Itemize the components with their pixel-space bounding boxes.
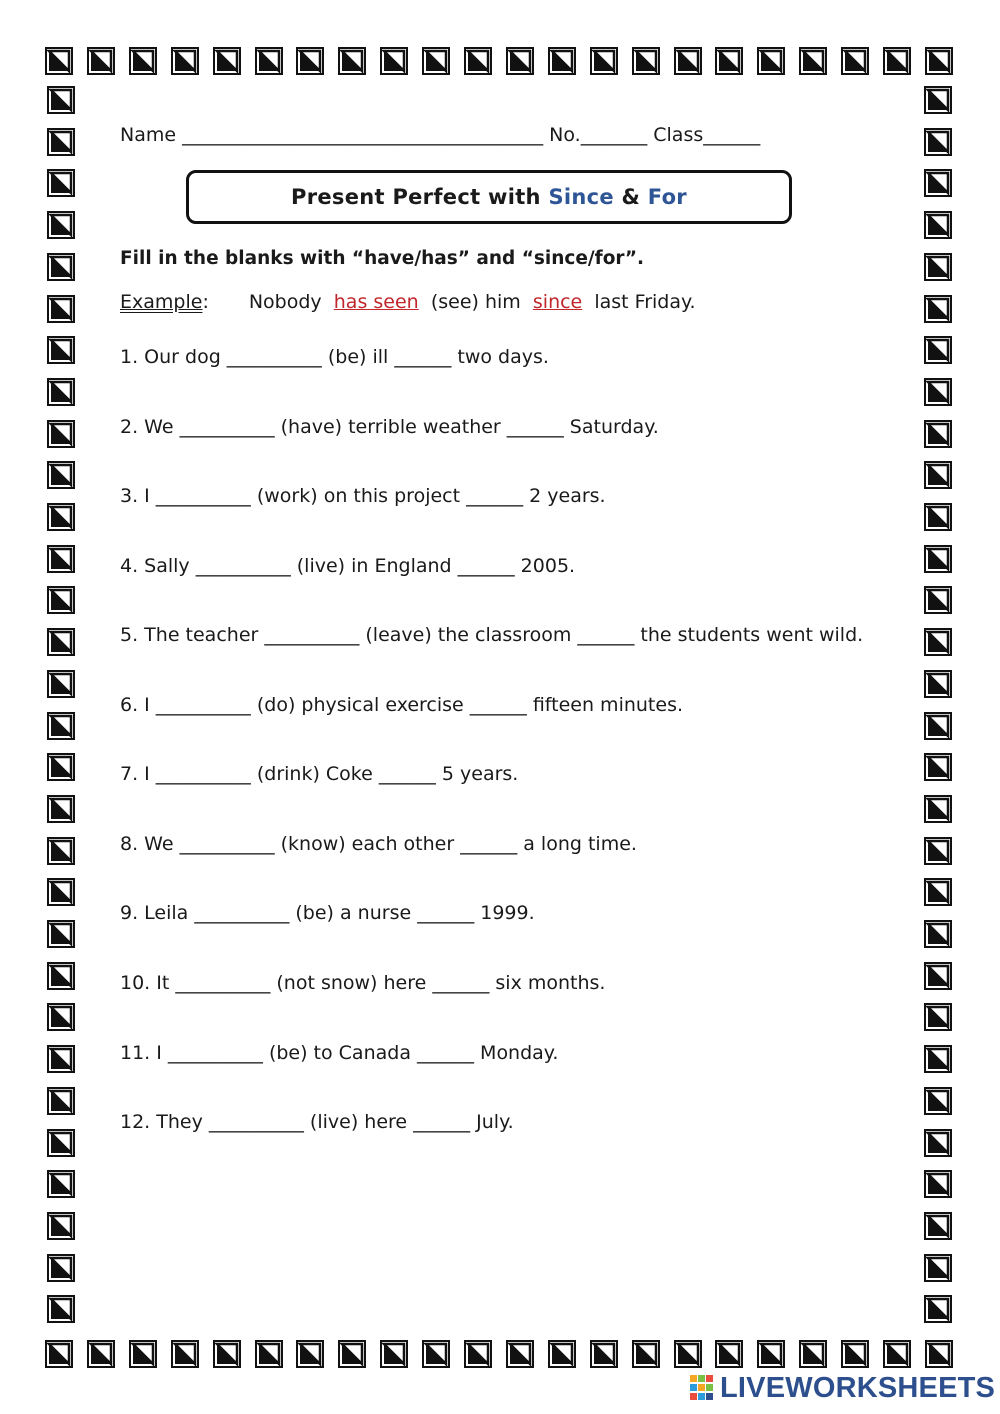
border-tile-icon — [47, 753, 75, 781]
border-tile-icon — [464, 1340, 492, 1368]
border-tile-icon — [47, 1087, 75, 1115]
border-tile-icon — [674, 1340, 702, 1368]
example-part-3: last Friday. — [594, 291, 696, 313]
border-tile-icon — [799, 47, 827, 75]
border-tile-icon — [380, 47, 408, 75]
question-6[interactable]: 6. I __________ (do) physical exercise ______ fifteen minutes. — [120, 694, 684, 716]
border-tile-icon — [924, 86, 952, 114]
border-tile-icon — [47, 211, 75, 239]
border-tile-icon — [924, 1254, 952, 1282]
border-tile-icon — [506, 47, 534, 75]
example-part-1: Nobody — [248, 291, 322, 313]
example-part-2: (see) him — [430, 291, 521, 313]
liveworksheets-logo-icon — [690, 1375, 714, 1401]
example-answer-1: has seen — [333, 291, 419, 313]
border-tile-icon — [47, 1003, 75, 1031]
border-tile-icon — [924, 1295, 952, 1323]
border-tile-icon — [47, 503, 75, 531]
border-tile-icon — [45, 1340, 73, 1368]
border-tile-icon — [87, 1340, 115, 1368]
border-tile-icon — [47, 837, 75, 865]
border-tile-icon — [924, 1212, 952, 1240]
border-tile-icon — [799, 1340, 827, 1368]
border-tile-icon — [924, 712, 952, 740]
question-10[interactable]: 10. It __________ (not snow) here ______ six months. — [120, 972, 606, 994]
border-tile-icon — [924, 128, 952, 156]
number-label: No. — [549, 124, 581, 146]
border-tile-icon — [47, 1129, 75, 1157]
title-prefix: Present Perfect with — [291, 185, 541, 209]
border-tile-icon — [715, 1340, 743, 1368]
border-tile-icon — [841, 47, 869, 75]
border-tile-icon — [171, 1340, 199, 1368]
border-tile-icon — [924, 378, 952, 406]
border-tile-icon — [924, 795, 952, 823]
example-colon: : — [202, 291, 209, 313]
class-blank[interactable]: ______ — [703, 124, 761, 146]
border-tile-icon — [213, 1340, 241, 1368]
border-tile-icon — [924, 1087, 952, 1115]
question-3[interactable]: 3. I __________ (work) on this project ______ 2 years. — [120, 485, 606, 507]
border-tile-icon — [47, 795, 75, 823]
border-tile-icon — [47, 586, 75, 614]
border-tile-icon — [47, 336, 75, 364]
border-tile-icon — [47, 1045, 75, 1073]
question-4[interactable]: 4. Sally __________ (live) in England ______ 2005. — [120, 555, 576, 577]
border-tile-icon — [590, 47, 618, 75]
border-tile-icon — [47, 295, 75, 323]
instruction-text: Fill in the blanks with “have/has” and “since/for”. — [120, 248, 645, 269]
border-tile-icon — [924, 545, 952, 573]
border-tile-icon — [924, 837, 952, 865]
border-tile-icon — [47, 712, 75, 740]
border-tile-icon — [715, 47, 743, 75]
border-tile-icon — [47, 1212, 75, 1240]
border-tile-icon — [47, 1170, 75, 1198]
title-since: Since — [548, 185, 614, 209]
border-tile-icon — [883, 47, 911, 75]
border-tile-icon — [924, 211, 952, 239]
border-tile-icon — [924, 503, 952, 531]
border-tile-icon — [590, 1340, 618, 1368]
border-bottom — [45, 1338, 965, 1370]
question-11[interactable]: 11. I __________ (be) to Canada ______ Monday. — [120, 1042, 559, 1064]
border-tile-icon — [47, 670, 75, 698]
border-tile-icon — [422, 1340, 450, 1368]
border-tile-icon — [506, 1340, 534, 1368]
example-row — [120, 291, 696, 313]
border-tile-icon — [255, 1340, 283, 1368]
border-tile-icon — [87, 47, 115, 75]
border-tile-icon — [338, 47, 366, 75]
number-blank[interactable]: _______ — [580, 124, 648, 146]
border-tile-icon — [924, 878, 952, 906]
border-tile-icon — [47, 1295, 75, 1323]
border-tile-icon — [924, 628, 952, 656]
border-tile-icon — [129, 1340, 157, 1368]
border-tile-icon — [924, 1170, 952, 1198]
border-tile-icon — [171, 47, 199, 75]
liveworksheets-brand — [690, 1371, 995, 1405]
worksheet-title — [186, 170, 792, 224]
border-tile-icon — [47, 86, 75, 114]
border-tile-icon — [924, 253, 952, 281]
border-tile-icon — [925, 1340, 953, 1368]
border-tile-icon — [924, 1129, 952, 1157]
border-tile-icon — [632, 47, 660, 75]
question-9[interactable]: 9. Leila __________ (be) a nurse ______ 1999. — [120, 902, 535, 924]
border-tile-icon — [632, 1340, 660, 1368]
question-8[interactable]: 8. We __________ (know) each other ______ a long time. — [120, 833, 637, 855]
question-1[interactable]: 1. Our dog __________ (be) ill ______ two days. — [120, 346, 549, 368]
class-label: Class — [653, 124, 704, 146]
border-tile-icon — [924, 1045, 952, 1073]
border-tile-icon — [548, 1340, 576, 1368]
example-answer-2: since — [532, 291, 583, 313]
question-7[interactable]: 7. I __________ (drink) Coke ______ 5 years. — [120, 763, 519, 785]
border-tile-icon — [924, 336, 952, 364]
border-tile-icon — [924, 295, 952, 323]
border-tile-icon — [883, 1340, 911, 1368]
border-tile-icon — [47, 253, 75, 281]
border-tile-icon — [45, 47, 73, 75]
border-tile-icon — [924, 920, 952, 948]
border-left — [45, 86, 77, 1338]
border-tile-icon — [924, 169, 952, 197]
border-tile-icon — [757, 1340, 785, 1368]
border-tile-icon — [129, 47, 157, 75]
border-tile-icon — [47, 169, 75, 197]
border-tile-icon — [924, 586, 952, 614]
border-tile-icon — [47, 628, 75, 656]
title-for: For — [647, 185, 687, 209]
border-tile-icon — [47, 461, 75, 489]
border-tile-icon — [47, 878, 75, 906]
border-right — [922, 86, 954, 1338]
border-tile-icon — [380, 1340, 408, 1368]
border-tile-icon — [464, 47, 492, 75]
name-blank[interactable]: ______________________________________ — [182, 124, 544, 146]
border-tile-icon — [924, 753, 952, 781]
brand-text: LIVEWORKSHEETS — [720, 1371, 996, 1404]
question-2[interactable]: 2. We __________ (have) terrible weather ______ Saturday. — [120, 416, 659, 438]
question-12[interactable]: 12. They __________ (live) here ______ July. — [120, 1111, 514, 1133]
border-tile-icon — [757, 47, 785, 75]
name-label: Name — [120, 124, 177, 146]
border-tile-icon — [47, 420, 75, 448]
border-tile-icon — [925, 47, 953, 75]
border-tile-icon — [255, 47, 283, 75]
question-5[interactable]: 5. The teacher __________ (leave) the classroom ______ the students went wild. — [120, 624, 864, 646]
border-tile-icon — [296, 47, 324, 75]
border-tile-icon — [924, 962, 952, 990]
border-tile-icon — [924, 1003, 952, 1031]
border-tile-icon — [296, 1340, 324, 1368]
border-tile-icon — [422, 47, 450, 75]
border-tile-icon — [924, 420, 952, 448]
example-label: Example — [120, 291, 203, 313]
border-tile-icon — [47, 962, 75, 990]
border-tile-icon — [924, 670, 952, 698]
border-tile-icon — [841, 1340, 869, 1368]
border-tile-icon — [924, 461, 952, 489]
student-info-row — [120, 124, 760, 146]
title-ampersand: & — [621, 185, 641, 209]
border-tile-icon — [338, 1340, 366, 1368]
border-tile-icon — [47, 545, 75, 573]
border-tile-icon — [47, 378, 75, 406]
border-tile-icon — [213, 47, 241, 75]
border-tile-icon — [548, 47, 576, 75]
border-tile-icon — [47, 920, 75, 948]
border-tile-icon — [47, 1254, 75, 1282]
border-top — [45, 45, 965, 77]
border-tile-icon — [47, 128, 75, 156]
border-tile-icon — [674, 47, 702, 75]
